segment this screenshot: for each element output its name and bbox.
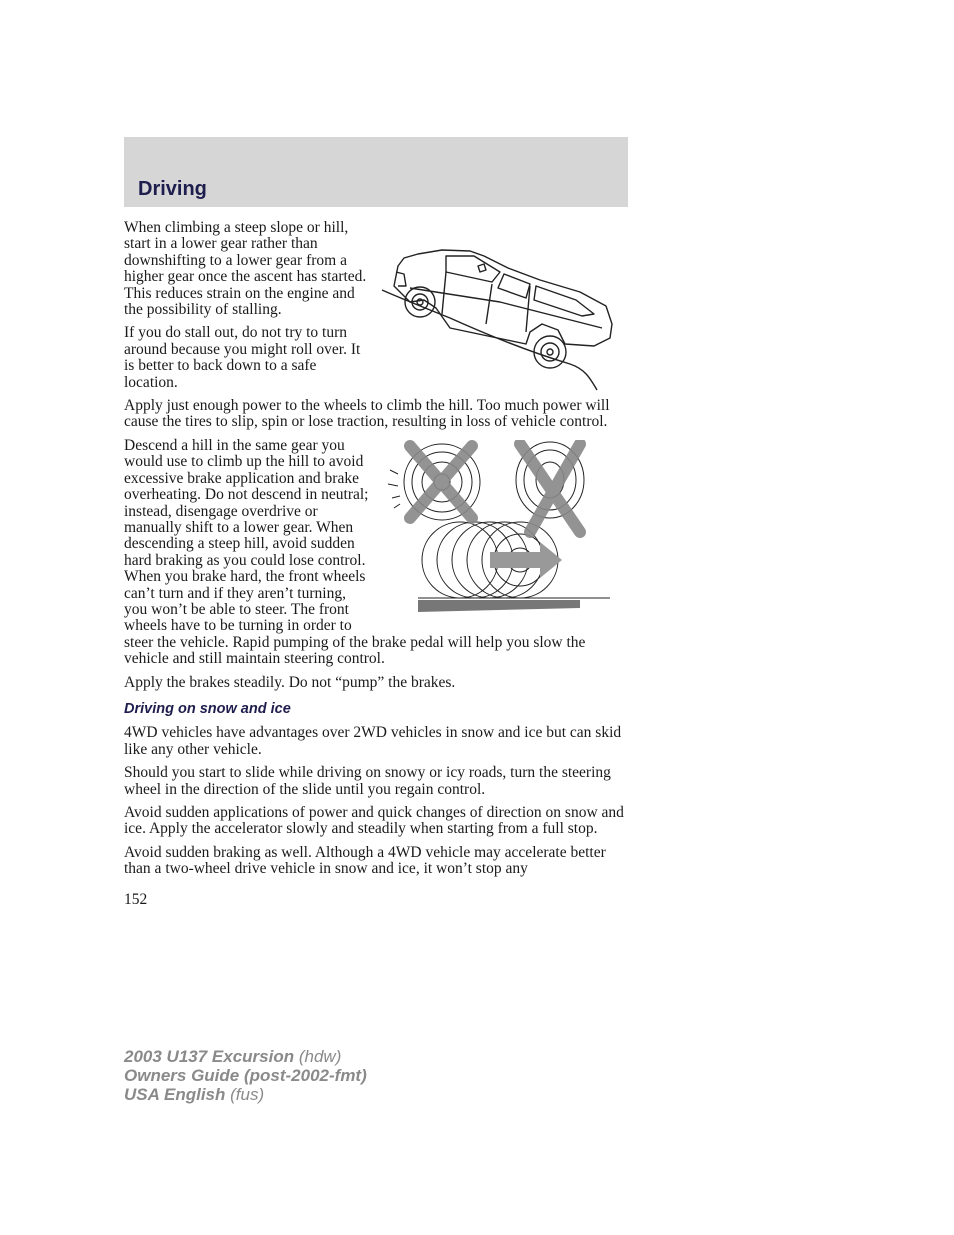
section-title: Driving <box>138 178 207 200</box>
subheading-snow-ice: Driving on snow and ice <box>124 700 291 717</box>
paragraph-sudden-braking: Avoid sudden braking as well. Although a 4WD vehicle may accelerate better than a two-wheel drive vehicle in snow and ice, it won’t stop any <box>124 843 606 878</box>
page-number: 152 <box>124 890 148 908</box>
paragraph-descend: Descend a hill in the same gear you would use to climb up the hill to avoid excessive brake application and brake overheating. Do not descend in neutral; instead, disengage overdrive or manually shift to a lower gear. When descending a steep hill, avoid sudden hard braking as you could lose control. When you brake hard, the front wheels can’t turn and if they aren’t turning, you won’t be able to steer. The front wheels have to be turning in order to steer the vehicle. Rapid pumping of the brake pedal will help you slow the vehicle and still maintain steering control. <box>124 436 586 668</box>
footer-line-3: USA English (fus) <box>124 1085 265 1104</box>
paragraph-power: Apply just enough power to the wheels to climb the hill. Too much power will cause the tires to slip, spin or lose traction, resulting in loss of vehicle control. <box>124 397 610 431</box>
paragraph-4wd-advantages: 4WD vehicles have advantages over 2WD vehicles in snow and ice but can skid like any other vehicle. <box>124 724 622 758</box>
suv-climbing-hill-illustration <box>380 228 630 398</box>
wheel-braking-illustration <box>380 440 630 630</box>
paragraph-brakes-steadily: Apply the brakes steadily. Do not “pump” the brakes. <box>124 673 456 691</box>
section-header-band <box>124 137 628 207</box>
document-footer <box>124 1047 367 1104</box>
footer-line-1: 2003 U137 Excursion (hdw) <box>124 1047 342 1066</box>
page-content <box>124 220 630 908</box>
paragraph-climbing: When climbing a steep slope or hill, start in a lower gear rather than downshifting to a lower gear from a higher gear once the ascent has started. This reduces strain on the engine and the possibility of stalling. <box>124 219 367 319</box>
footer-line-2: Owners Guide (post-2002-fmt) <box>124 1066 367 1085</box>
paragraph-stall: If you do stall out, do not try to turn around because you might roll over. It is better to back down to a safe location. <box>124 324 361 391</box>
paragraph-slide: Should you start to slide while driving on snowy or icy roads, turn the steering wheel in the direction of the slide until you regain control. <box>124 764 611 798</box>
paragraph-sudden-power: Avoid sudden applications of power and quick changes of direction on snow and ice. Apply the accelerator slowly and steadily when starting from a full stop. <box>124 804 624 838</box>
